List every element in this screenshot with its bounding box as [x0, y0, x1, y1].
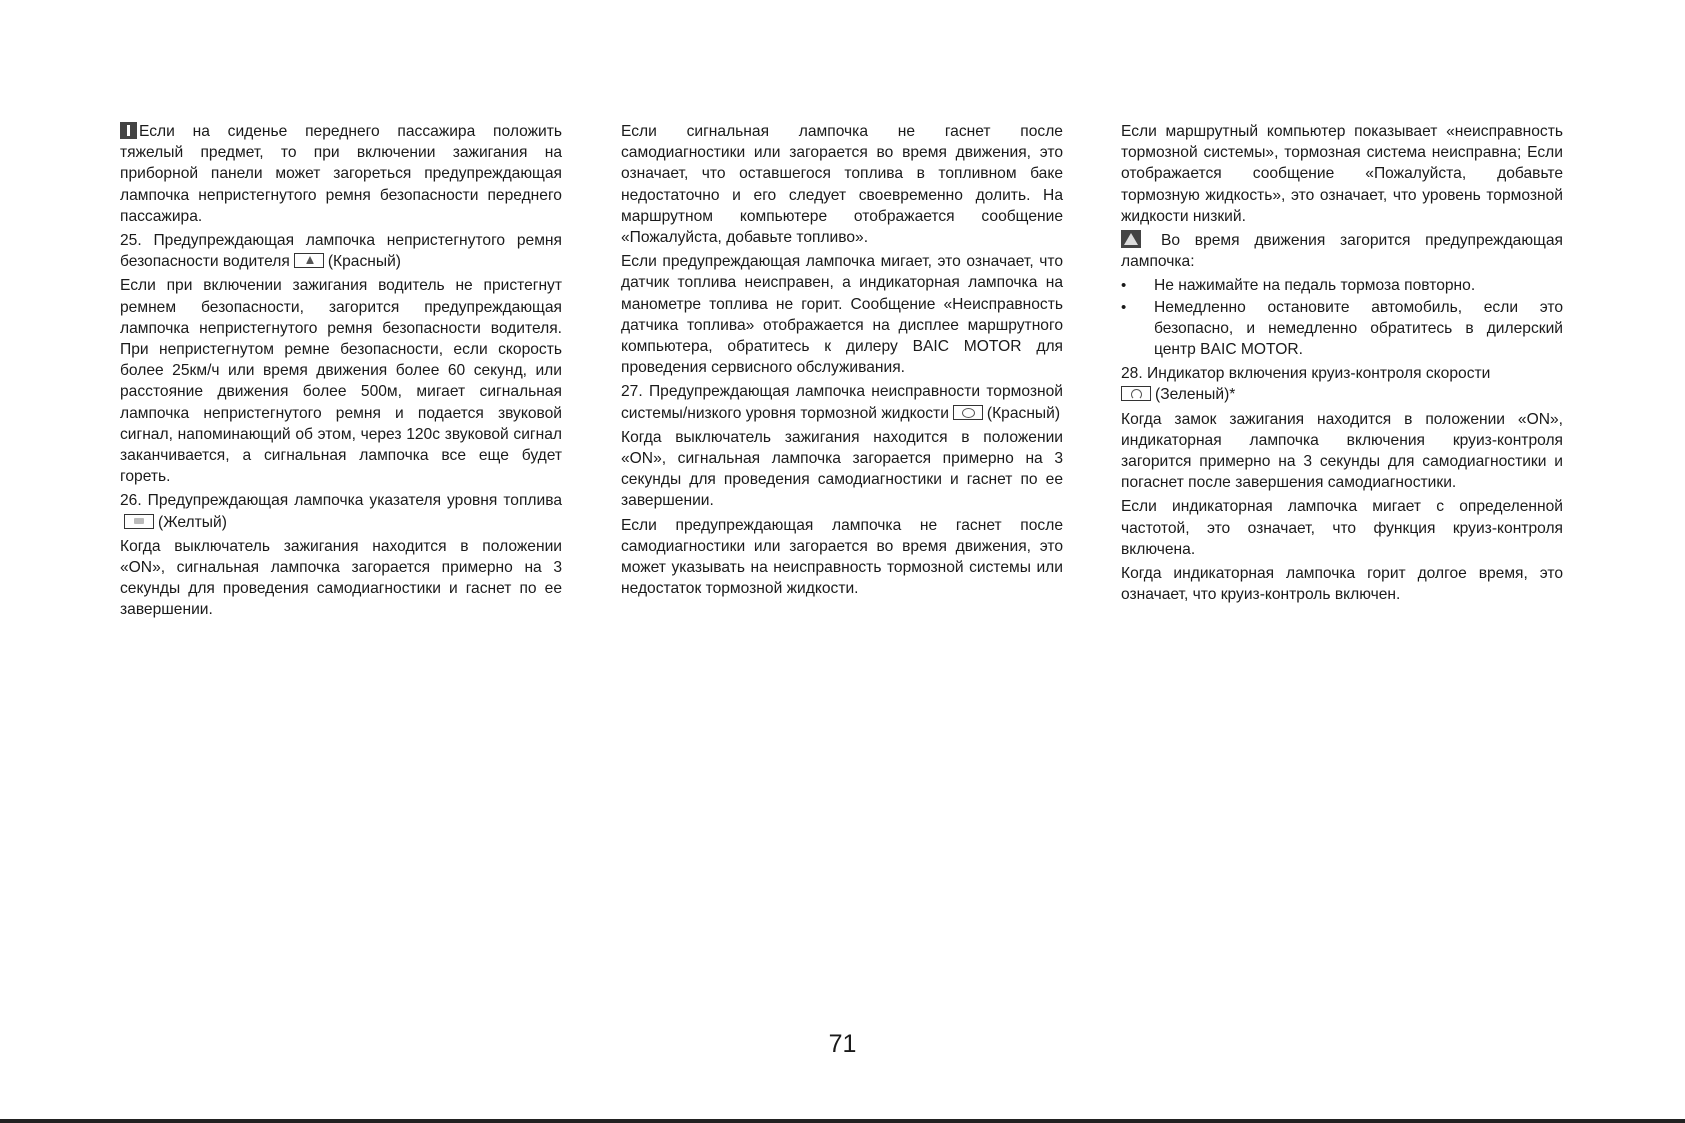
- section-25-body: Если при включении зажигания водитель не пристегнут ремнем безопасности, загорится предупреждающая лампочка непристегнутого ремня безопасности водителя. При непристегнутом ремне безопасности, если скорость более 25км/ч или время движения более 60 секунд, или расстояние движения более 500м, мигает сигнальная лампочка непристегнутого ремня и подается звуковой сигнал, напоминающий об этом, через 120с звуковой сигнал заканчивается, а сигнальная лампочка все еще будет гореть.: [120, 277, 562, 486]
- section-26-heading: 26. Предупреждающая лампочка указателя уровня топлива(Желтый): [120, 492, 562, 531]
- section-27-body: Когда выключатель зажигания находится в положении «ON», сигнальная лампочка загорается примерно на 3 секунды для проведения самодиагностики и гаснет по ее завершении.: [621, 428, 1063, 510]
- warning-triangle-icon: [1121, 230, 1141, 248]
- column-middle: [621, 121, 1063, 602]
- fuel-warning-paragraph: Если сигнальная лампочка не гаснет после самодиагностики или загорается во время движения, это означает, что оставшегося топлива в топливном баке недостаточно и его следует своевременно долить. На маршрутном компьютере отображается сообщение «Пожалуйста, добавьте топливо».: [621, 123, 1063, 247]
- brake-system-icon: [953, 405, 983, 420]
- list-item: • Немедленно остановите автомобиль, если это безопасно, и немедленно обратитесь в дилерский центр BAIC MOTOR.: [1121, 297, 1563, 361]
- page-number: 71: [828, 1030, 857, 1058]
- column-right: [1121, 121, 1563, 608]
- cruise-control-icon: [1121, 386, 1151, 401]
- warning-paragraph: Во время движения загорится предупреждающая лампочка:: [1121, 232, 1563, 271]
- cruise-blink-paragraph: Если индикаторная лампочка мигает с определенной частотой, это означает, что функция круиз-контроля включена.: [1121, 498, 1563, 558]
- list-item: • Не нажимайте на педаль тормоза повторно.: [1121, 275, 1563, 296]
- info-icon: [120, 122, 137, 139]
- bottom-divider: [0, 1119, 1685, 1123]
- note-paragraph: Если на сиденье переднего пассажира положить тяжелый предмет, то при включении зажигания на приборной панели может загореться предупреждающая лампочка непристегнутого ремня безопасности переднего пассажира.: [120, 123, 562, 225]
- warning-list: [1121, 275, 1563, 360]
- brake-warning-paragraph: Если предупреждающая лампочка не гаснет после самодиагностики или загорается во время движения, это может указывать на неисправность тормозной системы или недостаток тормозной жидкости.: [621, 516, 1063, 598]
- section-28-heading: 28. Индикатор включения круиз-контроля скорости (Зеленый)*: [1121, 365, 1491, 404]
- cruise-on-paragraph: Когда индикаторная лампочка горит долгое время, это означает, что круиз-контроль включен.: [1121, 565, 1563, 604]
- section-26-body: Когда выключатель зажигания находится в положении «ON», сигнальная лампочка загорается примерно на 3 секунды для проведения самодиагностики и гаснет по ее завершении.: [120, 537, 562, 619]
- section-28-body: Когда замок зажигания находится в положении «ON», индикаторная лампочка включения круиз-контроля загорится примерно на 3 секунды для самодиагностики и погаснет после завершения самодиагностики.: [1121, 410, 1563, 492]
- fuel-level-icon: [124, 514, 154, 529]
- section-25-heading: 25. Предупреждающая лампочка непристегнутого ремня безопасности водителя (Красный): [120, 232, 562, 271]
- seatbelt-warning-icon: [294, 253, 324, 268]
- brake-message-paragraph: Если маршрутный компьютер показывает «неисправность тормозной системы», тормозная система неисправна; Если отображается сообщение «Пожалуйста, добавьте тормозную жидкость», это означает, что уровень тормозной жидкости низкий.: [1121, 123, 1563, 225]
- section-27-heading: 27. Предупреждающая лампочка неисправности тормозной системы/низкого уровня тормозной жидкости (Красный): [621, 383, 1063, 422]
- fuel-sensor-paragraph: Если предупреждающая лампочка мигает, это означает, что датчик топлива неисправен, а индикаторная лампочка на манометре топлива не горит. Сообщение «Неисправность датчика топлива» отображается на дисплее маршрутного компьютера, обратитесь к дилеру BAIC MOTOR для проведения сервисного обслуживания.: [621, 253, 1063, 377]
- column-left: [120, 121, 562, 624]
